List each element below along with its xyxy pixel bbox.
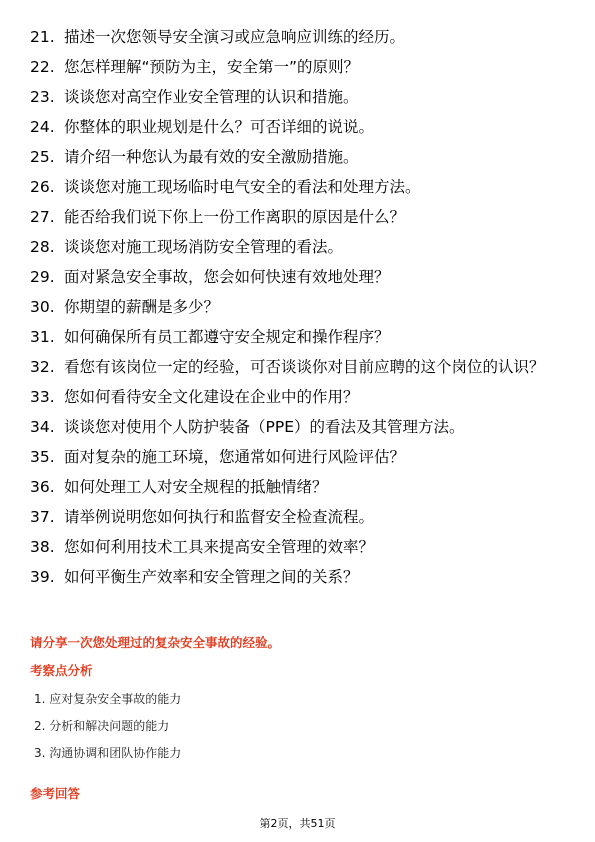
question-text: 面对复杂的施工环境，您通常如何进行风险评估？ bbox=[64, 448, 406, 466]
question-number: 38. bbox=[30, 538, 55, 556]
question-item bbox=[30, 206, 570, 228]
featured-question: 请分享一次您处理过的复杂安全事故的经验。 bbox=[30, 635, 281, 650]
question-text: 您如何利用技术工具来提高安全管理的效率？ bbox=[64, 538, 375, 556]
question-text: 能否给我们说下你上一份工作离职的原因是什么？ bbox=[64, 208, 406, 226]
question-text: 你期望的薪酬是多少？ bbox=[64, 298, 220, 316]
question-list bbox=[30, 26, 570, 596]
analysis-heading: 考察点分析 bbox=[30, 663, 93, 678]
question-item bbox=[30, 356, 570, 378]
question-item bbox=[30, 386, 570, 408]
question-item bbox=[30, 236, 570, 258]
question-number: 29. bbox=[30, 268, 55, 286]
question-number: 37. bbox=[30, 508, 55, 526]
question-item bbox=[30, 176, 570, 198]
question-text: 谈谈您对施工现场临时电气安全的看法和处理方法。 bbox=[64, 178, 421, 196]
question-number: 21. bbox=[30, 28, 55, 46]
question-text: 谈谈您对高空作业安全管理的认识和措施。 bbox=[64, 88, 359, 106]
question-number: 26. bbox=[30, 178, 55, 196]
question-number: 32. bbox=[30, 358, 55, 376]
question-item bbox=[30, 56, 570, 78]
ability-item: 2. 分析和解决问题的能力 bbox=[34, 719, 170, 733]
question-text: 如何处理工人对安全规程的抵触情绪？ bbox=[64, 478, 328, 496]
question-number: 34. bbox=[30, 418, 55, 436]
question-text: 描述一次您领导安全演习或应急响应训练的经历。 bbox=[64, 28, 406, 46]
question-number: 39. bbox=[30, 568, 55, 586]
answer-heading: 参考回答 bbox=[30, 786, 81, 801]
question-text: 您如何看待安全文化建设在企业中的作用？ bbox=[64, 388, 359, 406]
ability-item: 3. 沟通协调和团队协作能力 bbox=[34, 746, 182, 760]
question-number: 25. bbox=[30, 148, 55, 166]
question-item bbox=[30, 266, 570, 288]
question-text: 如何平衡生产效率和安全管理之间的关系？ bbox=[64, 568, 359, 586]
question-number: 24. bbox=[30, 118, 55, 136]
ability-item: 1. 应对复杂安全事故的能力 bbox=[34, 692, 182, 706]
question-number: 36. bbox=[30, 478, 55, 496]
question-number: 33. bbox=[30, 388, 55, 406]
ability-list bbox=[34, 690, 181, 771]
question-text: 如何确保所有员工都遵守安全规定和操作程序？ bbox=[64, 328, 390, 346]
page-footer: 第2页，共51页 bbox=[259, 817, 336, 830]
question-item bbox=[30, 116, 570, 138]
question-item bbox=[30, 506, 570, 528]
question-number: 31. bbox=[30, 328, 55, 346]
question-text: 您怎样理解“预防为主，安全第一”的原则？ bbox=[64, 58, 360, 76]
question-text: 谈谈您对使用个人防护装备（PPE）的看法及其管理方法。 bbox=[64, 418, 465, 436]
question-number: 28. bbox=[30, 238, 55, 256]
question-number: 23. bbox=[30, 88, 55, 106]
question-item bbox=[30, 296, 570, 318]
question-item bbox=[30, 326, 570, 348]
question-item bbox=[30, 416, 570, 438]
question-item bbox=[30, 446, 570, 468]
question-item bbox=[30, 476, 570, 498]
question-text: 请举例说明您如何执行和监督安全检查流程。 bbox=[64, 508, 375, 526]
question-text: 请介绍一种您认为最有效的安全激励措施。 bbox=[64, 148, 359, 166]
question-number: 35. bbox=[30, 448, 55, 466]
question-number: 30. bbox=[30, 298, 55, 316]
question-number: 22. bbox=[30, 58, 55, 76]
question-item bbox=[30, 146, 570, 168]
question-text: 面对紧急安全事故，您会如何快速有效地处理？ bbox=[64, 268, 390, 286]
question-item bbox=[30, 26, 570, 48]
question-item bbox=[30, 566, 570, 588]
question-text: 你整体的职业规划是什么？可否详细的说说。 bbox=[64, 118, 375, 136]
question-item bbox=[30, 536, 570, 558]
question-text: 谈谈您对施工现场消防安全管理的看法。 bbox=[64, 238, 344, 256]
question-text: 看您有该岗位一定的经验，可否谈谈你对目前应聘的这个岗位的认识？ bbox=[64, 358, 545, 376]
question-item bbox=[30, 86, 570, 108]
question-number: 27. bbox=[30, 208, 55, 226]
